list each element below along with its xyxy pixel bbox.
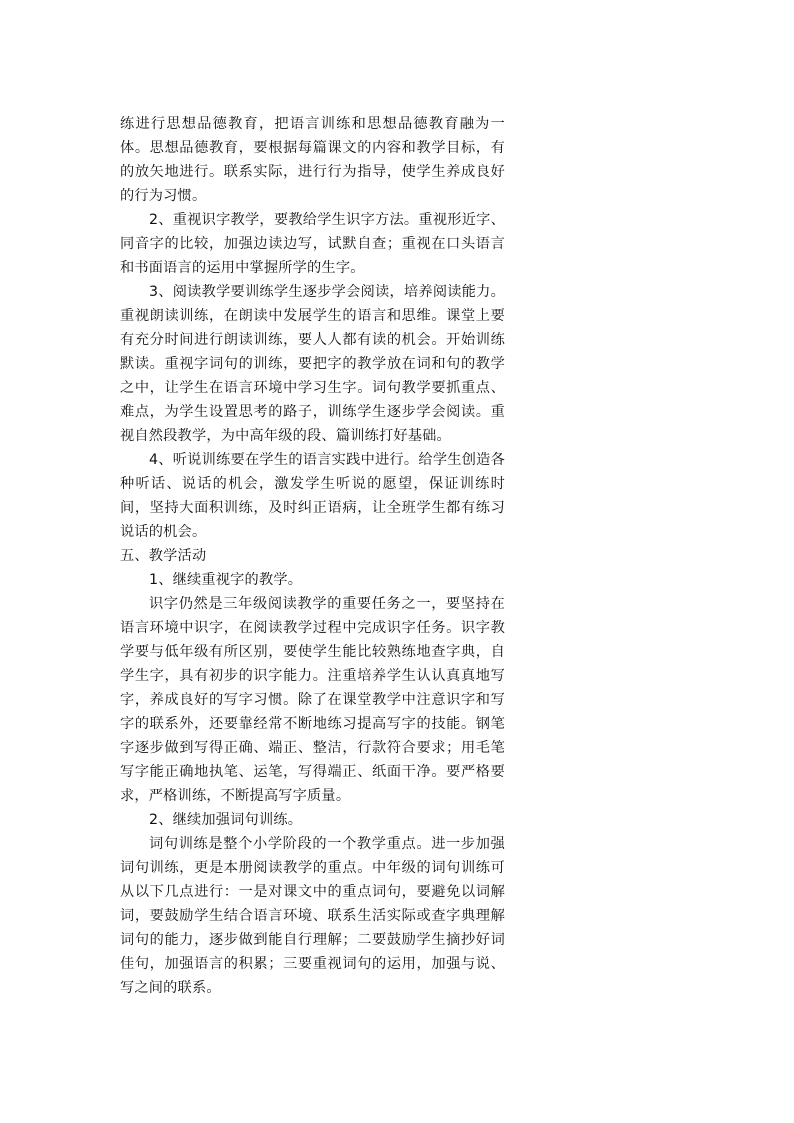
subheading-word-sentence-training: 2、继续加强词句训练。 (149, 812, 303, 828)
paragraph-literacy-teaching: 2、重视识字教学，要教给学生识字方法。重视形近字、同音字的比较，加强边读边写，试默自查；重视在口头语言和书面语言的运用中掌握所学的生字。 (120, 212, 505, 276)
document-body (120, 112, 505, 1000)
paragraph-reading-teaching: 3、阅读教学要训练学生逐步学会阅读，培养阅读能力。重视朗读训练，在朗读中发展学生的语言和思维。课堂上要有充分时间进行朗读训练，要人人都有读的机会。开始训练默读。重视字词句的训练，要把字的教学放在词和句的教学之中，让学生在语言环境中学习生字。词句教学要抓重点、难点，为学生设置思考的路子，训练学生逐步学会阅读。重视自然段教学，为中高年级的段、篇训练打好基础。 (120, 284, 505, 444)
section-heading-teaching-activities: 五、教学活动 (120, 548, 207, 564)
paragraph-word-sentence-training: 词句训练是整个小学阶段的一个教学重点。进一步加强词句训练，更是本册阅读教学的重点。中年级的词句训练可从以下几点进行：一是对课文中的重点词句，要避免以词解词，要鼓励学生结合语言环境、联系生活实际或查字典理解词句的能力，逐步做到能自行理解；二要鼓励学生摘抄好词佳句，加强语言的积累；三要重视词句的运用，加强与说、写之间的联系。 (120, 836, 505, 996)
paragraph-moral-education: 练进行思想品德教育，把语言训练和思想品德教育融为一体。思想品德教育，要根据每篇课文的内容和教学目标，有的放矢地进行。联系实际，进行行为指导，使学生养成良好的行为习惯。 (120, 116, 505, 204)
subheading-character-teaching: 1、继续重视字的教学。 (149, 572, 303, 588)
paragraph-character-teaching: 识字仍然是三年级阅读教学的重要任务之一，要坚持在语言环境中识字，在阅读教学过程中完成识字任务。识字教学要与低年级有所区别，要使学生能比较熟练地查字典，自学生字，具有初步的识字能力。注重培养学生认认真真地写字，养成良好的写字习惯。除了在课堂教学中注意识字和写字的联系外，还要靠经常不断地练习提高写字的技能。钢笔字逐步做到写得正确、端正、整洁，行款符合要求；用毛笔写字能正确地执笔、运笔，写得端正、纸面干净。要严格要求，严格训练，不断提高写字质量。 (120, 596, 505, 804)
paragraph-listening-speaking: 4、听说训练要在学生的语言实践中进行。给学生创造各种听话、说话的机会，激发学生听说的愿望，保证训练时间，坚持大面积训练，及时纠正语病，让全班学生都有练习说话的机会。 (120, 452, 505, 540)
